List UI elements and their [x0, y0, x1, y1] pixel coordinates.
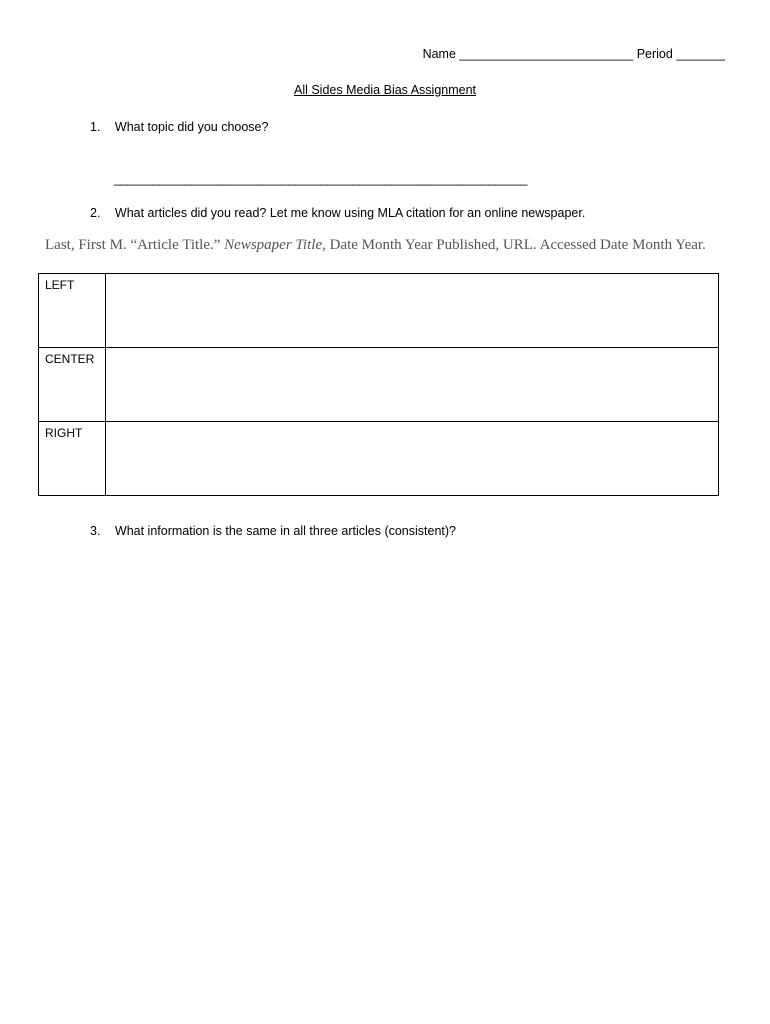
row-entry-center[interactable] [106, 348, 719, 422]
question-1 [90, 118, 268, 136]
citation-author-title: Last, First M. “Article Title.” [45, 237, 225, 253]
period-label: Period [636, 47, 673, 61]
row-label-right: RIGHT [39, 422, 106, 496]
name-period-header [423, 47, 725, 61]
bias-articles-table [38, 273, 719, 496]
question-2 [90, 204, 585, 222]
question-3 [90, 522, 456, 540]
question-number: 2. [90, 206, 101, 220]
row-entry-right[interactable] [106, 422, 719, 496]
page-title: All Sides Media Bias Assignment [293, 83, 477, 97]
question-text: What information is the same in all three articles (consistent)? [114, 524, 457, 538]
question-number: 3. [90, 524, 101, 538]
name-blank[interactable]: _________________________ [459, 47, 634, 61]
answer-line[interactable]: ________________________________________________________________ [114, 172, 527, 186]
table-row [39, 274, 719, 348]
name-label: Name [422, 47, 456, 61]
mla-citation-example [45, 237, 706, 254]
citation-date-url: Date Month Year Published, URL. Accessed Date Month Year. [325, 237, 706, 253]
question-number: 1. [90, 120, 101, 134]
table-row [39, 348, 719, 422]
row-label-center: CENTER [39, 348, 106, 422]
period-blank[interactable]: _______ [676, 47, 725, 61]
row-entry-left[interactable] [106, 274, 719, 348]
question-text: What topic did you choose? [114, 120, 269, 134]
citation-newspaper: Newspaper Title, [224, 237, 326, 253]
table-row [39, 422, 719, 496]
question-text: What articles did you read? Let me know using MLA citation for an online newspaper. [114, 206, 586, 220]
row-label-left: LEFT [39, 274, 106, 348]
